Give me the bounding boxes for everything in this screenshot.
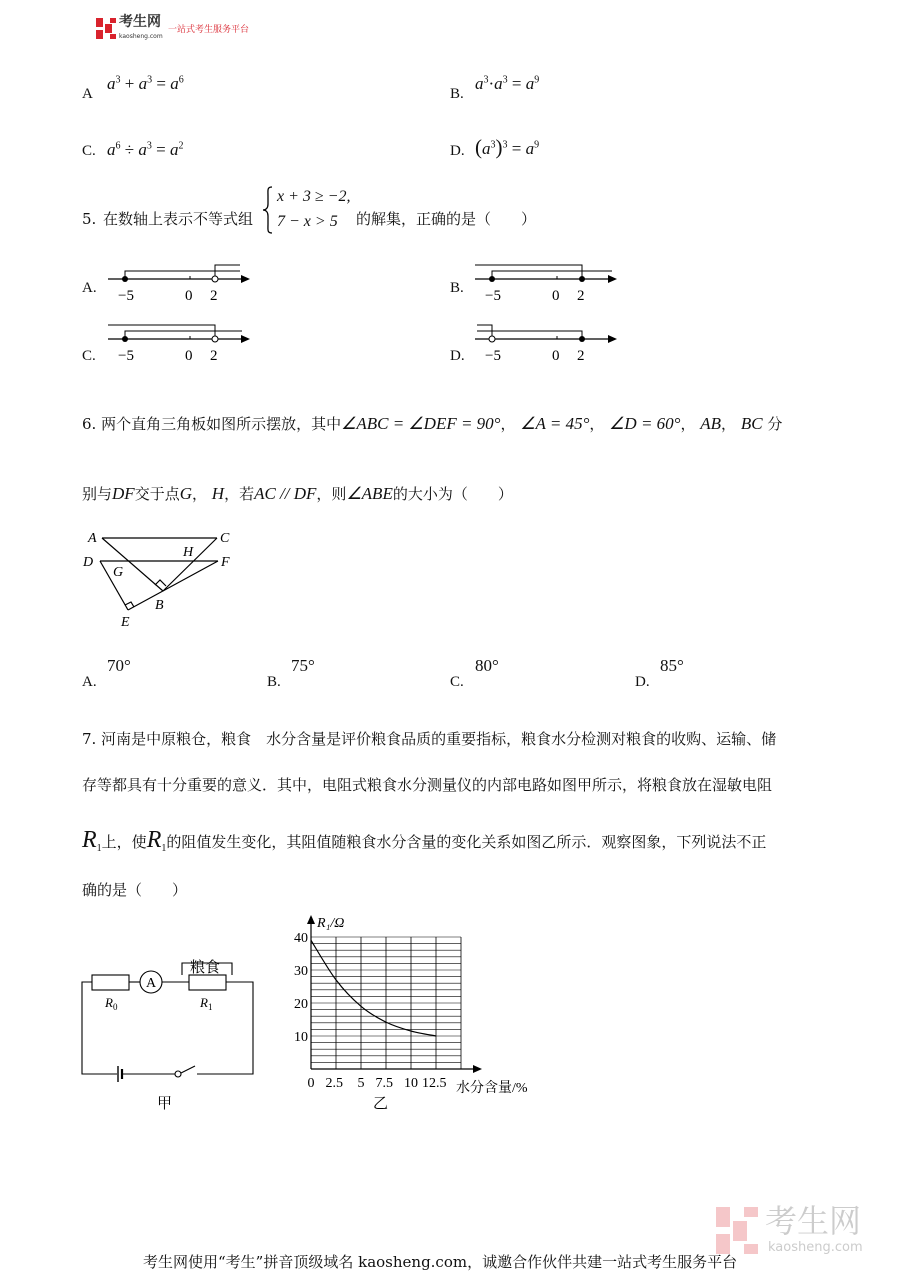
tick-label: −5 [118,288,134,304]
resistor-r1 [189,975,226,990]
x-tick-label: 12.5 [422,1076,447,1091]
q5-option-d-label: D. [450,348,465,364]
header-slogan: 一站式考生服务平台 [168,25,250,35]
resistance-moisture-graph [290,910,555,1115]
tick-label: 0 [552,288,560,304]
point-label-c: C [220,531,230,546]
x-axis-label: 水分含量/% [456,1081,528,1096]
logo-mark-icon [96,18,118,40]
x-tick-label: 7.5 [375,1076,393,1091]
y-tick-label: 30 [294,964,308,979]
x-tick-label: 2.5 [325,1076,343,1091]
data-curve [311,940,436,1036]
header-logo [96,18,118,44]
logo-text: 考生网 [119,14,161,30]
q6-line-2: 别与DF交于点G， H，若AC // DF，则∠ABE的大小为（ ） [82,484,513,503]
q6-option-a-value: 70° [107,656,131,675]
point-label-d: D [83,555,94,570]
q5-inequality-2: 7 − x > 5 [277,213,338,230]
y-tick-label: 40 [294,931,308,946]
point-label-f: F [221,555,230,570]
point-label-g: G [113,565,124,580]
q6-option-c-label: C. [450,674,464,690]
tick-label: −5 [485,288,501,304]
ammeter-label: A [146,976,157,991]
point-label-a: A [88,531,97,546]
brace-icon [262,186,274,234]
q6-option-d-value: 85° [660,656,684,675]
point-label-e: E [121,615,130,630]
x-tick-label: 10 [404,1076,418,1091]
q6-option-b-value: 75° [291,656,315,675]
point-label-h: H [183,545,194,560]
q4-option-c-formula: $a^6 \div a^3 = a^2$ [107,140,184,159]
tick-label: 2 [210,288,218,304]
q6-option-d-label: D. [635,674,650,690]
point-label-b: B [155,598,164,613]
q7-line-4: 确的是（ ） [82,881,188,899]
number-line-c [100,322,260,367]
footer-text: 考生网使用“考生”拼音顶级域名 kaosheng.com，诚邀合作伙伴共建一站式考生服务平台 [143,1253,738,1271]
tick-label: 2 [577,288,585,304]
number-line-d [467,322,627,367]
tick-label: 0 [552,348,560,364]
q4-option-c-label: C. [82,143,96,159]
tick-label: 2 [210,348,218,364]
tick-label: −5 [118,348,134,364]
q4-option-a-label: A [82,86,93,102]
q4-option-b-formula: $a^3\cdot a^3 = a^9$ [475,74,540,93]
y-axis-label: R₁/Ω [317,916,345,931]
triangle-figure [75,520,245,635]
q5-inequality-1: x + 3 ≥ −2, [277,188,351,205]
watermark-subtext: kaosheng.com [768,1240,863,1255]
y-tick-label: 10 [294,1030,308,1045]
q6-option-b-label: B. [267,674,281,690]
q7-line-3: $R_1$上，使$R_1$的阻值发生变化，其阻值随粮食水分含量的变化关系如图乙所示．观察图象，下列说法不正 [82,827,767,854]
q5-number: 5. [82,210,97,228]
graph-caption: 乙 [373,1096,389,1112]
q7-line-1: 7. 河南是中原粮仓，粮食 水分含量是评价粮食品质的重要指标，粮食水分检测对粮食的收购、运输、储 [82,730,777,748]
q4-option-a-formula: $a^3 + a^3 = a^6$ [107,74,184,93]
logo-subtext: kaosheng.com [119,33,163,40]
q5-text-before: 在数轴上表示不等式组 [103,210,254,228]
grain-label: 粮食 [190,960,221,976]
q7-line-2: 存等都具有十分重要的意义．其中，电阻式粮食水分测量仪的内部电路如图甲所示，将粮食放在湿敏电阻 [82,776,773,794]
tick-label: 0 [185,348,193,364]
switch [175,1071,181,1077]
q5-option-a-label: A. [82,280,97,296]
q4-option-b-label: B. [450,86,464,102]
number-line-b [467,262,627,307]
tick-label: 2 [577,348,585,364]
x-tick-label: 5 [357,1076,365,1091]
y-tick-label: 20 [294,997,308,1012]
q5-option-b-label: B. [450,280,464,296]
q6-line-1: 6. 两个直角三角板如图所示摆放，其中∠ABC = ∠DEF = 90°， ∠A = 45°， ∠D = 60°， AB， BC 分 [82,414,783,433]
r0-label: $R_0$ [105,995,118,1012]
q4-option-d-label: D. [450,143,465,159]
watermark-mark-icon [716,1207,760,1255]
watermark-logo [716,1207,760,1259]
circuit-diagram [75,950,265,1115]
q4-option-d-formula: $(a^3)^3 = a^9$ [475,135,540,159]
q5-option-c-label: C. [82,348,96,364]
q5-text-after: 的解集，正确的是（ ） [356,210,537,228]
circuit-caption: 甲 [157,1096,173,1112]
x-tick-label: 0 [307,1076,315,1091]
number-line-a [100,262,260,307]
watermark-text: 考生网 [765,1202,862,1240]
tick-label: 0 [185,288,193,304]
r1-label: $R_1$ [200,995,213,1012]
q6-option-c-value: 80° [475,656,499,675]
q6-option-a-label: A. [82,674,97,690]
resistor-r0 [92,975,129,990]
tick-label: −5 [485,348,501,364]
